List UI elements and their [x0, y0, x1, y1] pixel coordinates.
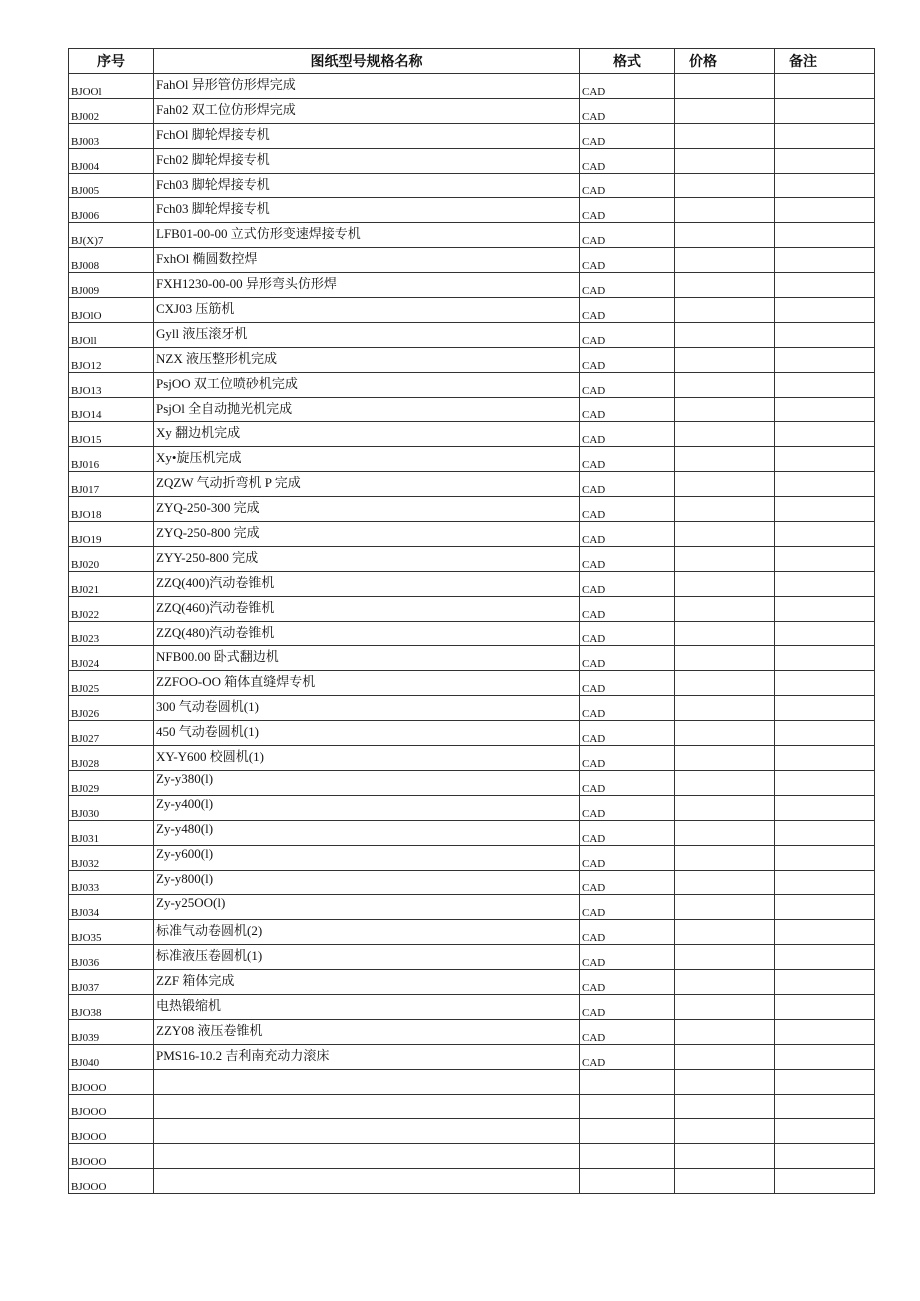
row-price-cell	[675, 920, 775, 945]
row-number-cell: BJ025	[69, 671, 154, 696]
row-name-cell: ZYY-250-800 完成	[154, 546, 580, 571]
row-number-cell: BJO38	[69, 994, 154, 1019]
row-name-cell: 标准气动卷圆机(2)	[154, 920, 580, 945]
drawing-list-table	[68, 48, 875, 1194]
row-note-cell	[775, 497, 875, 522]
row-format-cell: CAD	[580, 223, 675, 248]
row-name-cell: ZZQ(480)汽动卷锥机	[154, 621, 580, 646]
header-no: 序号	[69, 49, 154, 74]
row-format-cell	[580, 1119, 675, 1144]
header-name: 图纸型号规格名称	[154, 49, 580, 74]
table-row	[69, 148, 875, 173]
row-note-cell	[775, 223, 875, 248]
row-name-cell: PsjOl 全自动抛光机完成	[154, 397, 580, 422]
row-number-cell: BJ021	[69, 571, 154, 596]
row-name-cell: 300 气动卷圆机(1)	[154, 696, 580, 721]
row-note-cell	[775, 123, 875, 148]
table-row	[69, 994, 875, 1019]
row-price-cell	[675, 671, 775, 696]
row-format-cell: CAD	[580, 820, 675, 845]
row-format-cell: CAD	[580, 148, 675, 173]
row-number-cell: BJ027	[69, 721, 154, 746]
row-number-cell: BJOll	[69, 322, 154, 347]
row-format-cell: CAD	[580, 123, 675, 148]
table-row	[69, 895, 875, 920]
row-price-cell	[675, 1069, 775, 1094]
row-format-cell: CAD	[580, 970, 675, 995]
row-note-cell	[775, 945, 875, 970]
row-number-cell: BJ029	[69, 770, 154, 795]
row-note-cell	[775, 472, 875, 497]
table-row	[69, 98, 875, 123]
row-price-cell	[675, 1119, 775, 1144]
row-format-cell	[580, 1144, 675, 1169]
row-number-cell: BJO18	[69, 497, 154, 522]
table-row	[69, 322, 875, 347]
row-format-cell: CAD	[580, 845, 675, 870]
row-name-cell: XY-Y600 校圆机(1)	[154, 746, 580, 771]
row-number-cell: BJ016	[69, 447, 154, 472]
table-row	[69, 1069, 875, 1094]
row-number-cell: BJ004	[69, 148, 154, 173]
row-format-cell: CAD	[580, 497, 675, 522]
row-price-cell	[675, 746, 775, 771]
row-note-cell	[775, 546, 875, 571]
row-price-cell	[675, 721, 775, 746]
table-row	[69, 198, 875, 223]
row-note-cell	[775, 746, 875, 771]
row-number-cell: BJ023	[69, 621, 154, 646]
row-price-cell	[675, 1144, 775, 1169]
row-note-cell	[775, 820, 875, 845]
row-number-cell: BJ032	[69, 845, 154, 870]
table-row	[69, 546, 875, 571]
row-price-cell	[675, 522, 775, 547]
row-note-cell	[775, 1169, 875, 1194]
row-price-cell	[675, 397, 775, 422]
row-number-cell: BJOOO	[69, 1169, 154, 1194]
table-row	[69, 273, 875, 298]
row-format-cell: CAD	[580, 173, 675, 198]
row-number-cell: BJ022	[69, 596, 154, 621]
row-format-cell: CAD	[580, 322, 675, 347]
row-number-cell: BJOOO	[69, 1119, 154, 1144]
row-note-cell	[775, 621, 875, 646]
row-price-cell	[675, 820, 775, 845]
row-number-cell: BJ026	[69, 696, 154, 721]
row-name-cell: Zy-y480(l)	[154, 820, 580, 845]
row-price-cell	[675, 123, 775, 148]
row-format-cell: CAD	[580, 646, 675, 671]
row-price-cell	[675, 422, 775, 447]
table-row	[69, 646, 875, 671]
row-format-cell: CAD	[580, 795, 675, 820]
row-price-cell	[675, 870, 775, 895]
table-row	[69, 347, 875, 372]
row-price-cell	[675, 845, 775, 870]
row-format-cell: CAD	[580, 945, 675, 970]
row-price-cell	[675, 223, 775, 248]
row-format-cell: CAD	[580, 770, 675, 795]
row-note-cell	[775, 920, 875, 945]
row-name-cell: FahOl 异形管仿形焊完成	[154, 74, 580, 99]
row-name-cell: ZZFOO-OO 箱体直缝焊专机	[154, 671, 580, 696]
row-note-cell	[775, 994, 875, 1019]
row-number-cell: BJ005	[69, 173, 154, 198]
table-row	[69, 248, 875, 273]
row-format-cell: CAD	[580, 870, 675, 895]
row-note-cell	[775, 1119, 875, 1144]
row-price-cell	[675, 347, 775, 372]
row-number-cell: BJ031	[69, 820, 154, 845]
row-format-cell: CAD	[580, 546, 675, 571]
row-note-cell	[775, 571, 875, 596]
row-note-cell	[775, 372, 875, 397]
row-format-cell: CAD	[580, 621, 675, 646]
row-price-cell	[675, 372, 775, 397]
table-row	[69, 746, 875, 771]
row-note-cell	[775, 148, 875, 173]
row-name-cell	[154, 1069, 580, 1094]
table-row	[69, 447, 875, 472]
row-number-cell: BJO14	[69, 397, 154, 422]
row-price-cell	[675, 1094, 775, 1119]
row-price-cell	[675, 447, 775, 472]
row-note-cell	[775, 1019, 875, 1044]
row-name-cell	[154, 1094, 580, 1119]
row-price-cell	[675, 970, 775, 995]
table-row	[69, 795, 875, 820]
table-row	[69, 920, 875, 945]
table-row	[69, 1044, 875, 1069]
row-note-cell	[775, 522, 875, 547]
row-format-cell: CAD	[580, 571, 675, 596]
row-name-cell: ZZY08 液压卷锥机	[154, 1019, 580, 1044]
row-note-cell	[775, 770, 875, 795]
row-name-cell: Zy-y25OO(l)	[154, 895, 580, 920]
row-number-cell: BJ030	[69, 795, 154, 820]
row-price-cell	[675, 248, 775, 273]
row-name-cell	[154, 1169, 580, 1194]
row-format-cell: CAD	[580, 746, 675, 771]
row-price-cell	[675, 322, 775, 347]
row-note-cell	[775, 322, 875, 347]
row-note-cell	[775, 845, 875, 870]
table-row	[69, 123, 875, 148]
row-format-cell: CAD	[580, 994, 675, 1019]
row-note-cell	[775, 74, 875, 99]
row-format-cell: CAD	[580, 372, 675, 397]
row-note-cell	[775, 696, 875, 721]
row-price-cell	[675, 148, 775, 173]
row-price-cell	[675, 1019, 775, 1044]
table-row	[69, 298, 875, 323]
table-row	[69, 770, 875, 795]
table-row	[69, 223, 875, 248]
row-price-cell	[675, 571, 775, 596]
row-name-cell: PMS16-10.2 吉利南充动力滚床	[154, 1044, 580, 1069]
row-number-cell: BJ003	[69, 123, 154, 148]
row-price-cell	[675, 770, 775, 795]
row-note-cell	[775, 671, 875, 696]
row-note-cell	[775, 1144, 875, 1169]
row-name-cell: Zy-y380(l)	[154, 770, 580, 795]
row-format-cell: CAD	[580, 1019, 675, 1044]
row-name-cell: CXJ03 压筋机	[154, 298, 580, 323]
row-number-cell: BJO19	[69, 522, 154, 547]
table-row	[69, 1019, 875, 1044]
row-number-cell: BJ037	[69, 970, 154, 995]
row-format-cell: CAD	[580, 895, 675, 920]
table-row	[69, 721, 875, 746]
row-price-cell	[675, 472, 775, 497]
row-name-cell: ZZQ(400)汽动卷锥机	[154, 571, 580, 596]
row-name-cell: FxhOl 椭圆数控焊	[154, 248, 580, 273]
row-note-cell	[775, 98, 875, 123]
row-name-cell: Zy-y800(l)	[154, 870, 580, 895]
row-format-cell: CAD	[580, 98, 675, 123]
row-format-cell: CAD	[580, 472, 675, 497]
row-name-cell: Zy-y600(l)	[154, 845, 580, 870]
row-price-cell	[675, 621, 775, 646]
table-row	[69, 596, 875, 621]
row-number-cell: BJ006	[69, 198, 154, 223]
row-price-cell	[675, 546, 775, 571]
table-row	[69, 571, 875, 596]
row-format-cell: CAD	[580, 198, 675, 223]
row-name-cell: PsjOO 双工位喷砂机完成	[154, 372, 580, 397]
row-format-cell: CAD	[580, 671, 675, 696]
row-price-cell	[675, 98, 775, 123]
row-note-cell	[775, 895, 875, 920]
row-price-cell	[675, 646, 775, 671]
row-number-cell: BJ(X)7	[69, 223, 154, 248]
table-row	[69, 1119, 875, 1144]
row-format-cell	[580, 1169, 675, 1194]
row-format-cell: CAD	[580, 347, 675, 372]
row-format-cell: CAD	[580, 596, 675, 621]
row-price-cell	[675, 273, 775, 298]
table-row	[69, 970, 875, 995]
row-name-cell: Xy 翻边机完成	[154, 422, 580, 447]
row-format-cell: CAD	[580, 74, 675, 99]
row-number-cell: BJ009	[69, 273, 154, 298]
row-name-cell: Fch03 脚轮焊接专机	[154, 198, 580, 223]
table-row	[69, 671, 875, 696]
row-note-cell	[775, 870, 875, 895]
row-name-cell: ZQZW 气动折弯机 P 完成	[154, 472, 580, 497]
row-number-cell: BJOOO	[69, 1094, 154, 1119]
row-name-cell: 电热锻缩机	[154, 994, 580, 1019]
row-price-cell	[675, 74, 775, 99]
row-number-cell: BJ024	[69, 646, 154, 671]
row-price-cell	[675, 173, 775, 198]
row-format-cell: CAD	[580, 522, 675, 547]
row-price-cell	[675, 1044, 775, 1069]
row-number-cell: BJOOO	[69, 1069, 154, 1094]
row-note-cell	[775, 646, 875, 671]
row-format-cell	[580, 1094, 675, 1119]
row-price-cell	[675, 596, 775, 621]
row-format-cell: CAD	[580, 721, 675, 746]
row-name-cell: ZZQ(460)汽动卷锥机	[154, 596, 580, 621]
row-price-cell	[675, 298, 775, 323]
row-note-cell	[775, 970, 875, 995]
table-row	[69, 945, 875, 970]
table-row	[69, 820, 875, 845]
table-row	[69, 1094, 875, 1119]
row-number-cell: BJO12	[69, 347, 154, 372]
row-format-cell: CAD	[580, 273, 675, 298]
row-number-cell: BJOOO	[69, 1144, 154, 1169]
row-format-cell: CAD	[580, 397, 675, 422]
row-number-cell: BJ002	[69, 98, 154, 123]
row-name-cell: ZYQ-250-300 完成	[154, 497, 580, 522]
row-number-cell: BJ028	[69, 746, 154, 771]
table-row	[69, 372, 875, 397]
row-number-cell: BJ034	[69, 895, 154, 920]
row-price-cell	[675, 994, 775, 1019]
row-name-cell: Fah02 双工位仿形焊完成	[154, 98, 580, 123]
row-name-cell: Gyll 液压滚牙机	[154, 322, 580, 347]
row-note-cell	[775, 795, 875, 820]
row-format-cell: CAD	[580, 447, 675, 472]
row-number-cell: BJ036	[69, 945, 154, 970]
row-name-cell	[154, 1144, 580, 1169]
row-price-cell	[675, 795, 775, 820]
row-number-cell: BJ017	[69, 472, 154, 497]
row-note-cell	[775, 422, 875, 447]
row-note-cell	[775, 198, 875, 223]
row-format-cell	[580, 1069, 675, 1094]
row-note-cell	[775, 1069, 875, 1094]
row-price-cell	[675, 497, 775, 522]
row-price-cell	[675, 696, 775, 721]
row-name-cell: FchOl 脚轮焊接专机	[154, 123, 580, 148]
row-name-cell: ZYQ-250-800 完成	[154, 522, 580, 547]
header-format: 格式	[580, 49, 675, 74]
row-format-cell: CAD	[580, 696, 675, 721]
row-number-cell: BJOOl	[69, 74, 154, 99]
row-note-cell	[775, 248, 875, 273]
row-name-cell: LFB01-00-00 立式仿形变速焊接专机	[154, 223, 580, 248]
table-row	[69, 74, 875, 99]
row-number-cell: BJ040	[69, 1044, 154, 1069]
row-note-cell	[775, 173, 875, 198]
table-row	[69, 870, 875, 895]
row-format-cell: CAD	[580, 248, 675, 273]
row-number-cell: BJOlO	[69, 298, 154, 323]
table-row	[69, 621, 875, 646]
table-row	[69, 173, 875, 198]
table-row	[69, 472, 875, 497]
row-number-cell: BJO15	[69, 422, 154, 447]
row-name-cell	[154, 1119, 580, 1144]
row-note-cell	[775, 347, 875, 372]
row-number-cell: BJO13	[69, 372, 154, 397]
row-name-cell: NFB00.00 卧式翻边机	[154, 646, 580, 671]
row-name-cell: NZX 液压整形机完成	[154, 347, 580, 372]
header-row	[69, 49, 875, 74]
row-format-cell: CAD	[580, 920, 675, 945]
row-name-cell: Xy•旋压机完成	[154, 447, 580, 472]
row-number-cell: BJ020	[69, 546, 154, 571]
row-note-cell	[775, 298, 875, 323]
row-name-cell: Fch03 脚轮焊接专机	[154, 173, 580, 198]
row-format-cell: CAD	[580, 298, 675, 323]
row-note-cell	[775, 1094, 875, 1119]
row-note-cell	[775, 1044, 875, 1069]
row-price-cell	[675, 945, 775, 970]
row-note-cell	[775, 596, 875, 621]
row-name-cell: FXH1230-00-00 异形弯头仿形焊	[154, 273, 580, 298]
row-note-cell	[775, 397, 875, 422]
row-number-cell: BJ039	[69, 1019, 154, 1044]
table-row	[69, 397, 875, 422]
row-price-cell	[675, 1169, 775, 1194]
row-price-cell	[675, 198, 775, 223]
row-name-cell: ZZF 箱体完成	[154, 970, 580, 995]
row-name-cell: 标准液压卷圆机(1)	[154, 945, 580, 970]
row-name-cell: 450 气动卷圆机(1)	[154, 721, 580, 746]
row-note-cell	[775, 721, 875, 746]
row-note-cell	[775, 273, 875, 298]
table-row	[69, 497, 875, 522]
row-note-cell	[775, 447, 875, 472]
row-number-cell: BJ008	[69, 248, 154, 273]
table-row	[69, 522, 875, 547]
row-name-cell: Zy-y400(l)	[154, 795, 580, 820]
table-row	[69, 1169, 875, 1194]
row-format-cell: CAD	[580, 1044, 675, 1069]
table-row	[69, 845, 875, 870]
row-name-cell: Fch02 脚轮焊接专机	[154, 148, 580, 173]
table-row	[69, 1144, 875, 1169]
row-number-cell: BJ033	[69, 870, 154, 895]
header-price: 价格	[675, 49, 775, 74]
row-number-cell: BJO35	[69, 920, 154, 945]
header-note: 备注	[775, 49, 875, 74]
row-price-cell	[675, 895, 775, 920]
table-body	[69, 74, 875, 1194]
table-row	[69, 422, 875, 447]
row-format-cell: CAD	[580, 422, 675, 447]
table-row	[69, 696, 875, 721]
